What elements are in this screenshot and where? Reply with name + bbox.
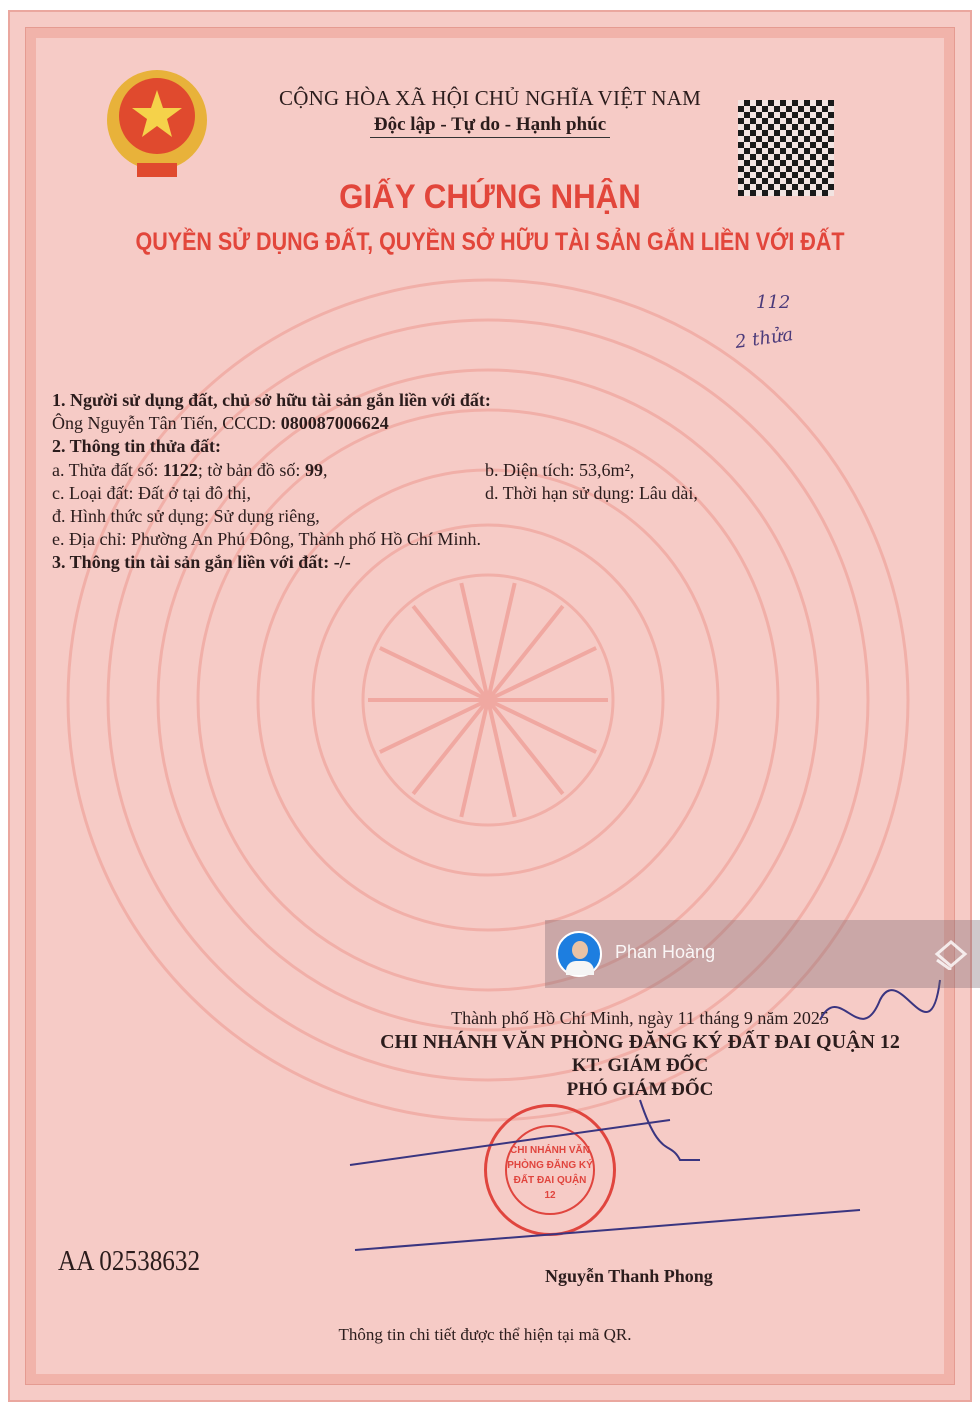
parcel-label: a. Thửa đất số:	[52, 459, 163, 480]
drum-star-ray	[380, 700, 488, 752]
signer-role: PHÓ GIÁM ĐỐC	[566, 1079, 714, 1100]
owner-line	[52, 412, 772, 435]
stamp-center-text: CHI NHÁNH VĂN PHÒNG ĐĂNG KÝ ĐẤT ĐAI QUẬN 12	[505, 1125, 595, 1215]
watermark-overlay	[545, 920, 980, 988]
address: e. Địa chỉ: Phường An Phú Đông, Thành phố Hồ Chí Minh.	[52, 529, 481, 550]
area: b. Diện tích: 53,6m²,	[485, 459, 635, 480]
section3-heading: 3. Thông tin tài sản gắn liền với đất: -/-	[52, 552, 351, 573]
section1-heading: 1. Người sử dụng đất, chủ sở hữu tài sản gắn liền với đất:	[52, 390, 491, 410]
motto	[0, 114, 980, 136]
qr-footer-note: Thông tin chi tiết được thể hiện tại mã QR.	[338, 1325, 632, 1344]
certificate-title: GIẤY CHỨNG NHẬN	[339, 178, 641, 216]
avatar[interactable]	[556, 931, 602, 977]
kt-title: KT. GIÁM ĐỐC	[571, 1055, 709, 1076]
parcel-number: 1122	[162, 459, 198, 480]
drum-star-ray	[380, 648, 488, 700]
signature-strokes	[340, 960, 960, 1260]
usage-form: đ. Hình thức sử dụng: Sử dụng riêng,	[52, 506, 320, 527]
section2-heading: 2. Thông tin thửa đất:	[52, 436, 222, 457]
id-label: , CCCD:	[213, 413, 281, 434]
issuing-office: CHI NHÁNH VĂN PHÒNG ĐĂNG KÝ ĐẤT ĐAI QUẬN 12	[380, 1031, 900, 1053]
serial-number: AA 02538632	[58, 1246, 201, 1277]
owner-name: Ông Nguyễn Tân Tiến	[52, 413, 214, 434]
certificate-subtitle: QUYỀN SỬ DỤNG ĐẤT, QUYỀN SỞ HỮU TÀI SẢN GẮN LIỀN VỚI ĐẤT	[135, 228, 845, 256]
comma: ,	[322, 459, 328, 480]
certificate-body	[52, 389, 772, 575]
drum-star-ray	[488, 648, 596, 700]
parcel-row-ab	[52, 459, 772, 482]
signer-name: Nguyễn Thanh Phong	[545, 1266, 713, 1286]
nation-header: CỘNG HÒA XÃ HỘI CHỦ NGHĨA VIỆT NAM	[279, 86, 701, 110]
watermark-name: Phan Hoàng	[615, 942, 716, 962]
parcel-row-cd	[52, 482, 772, 505]
drum-star-ray	[488, 700, 596, 752]
map-sheet-label: ; tờ bản đồ số:	[197, 459, 305, 480]
handwritten-note-1: 112	[756, 292, 791, 313]
id-number: 080087006624	[280, 413, 389, 434]
date-line: Thành phố Hồ Chí Minh, ngày 11 tháng 9 năm 2025	[451, 1008, 829, 1028]
map-sheet-number: 99	[304, 459, 323, 480]
handwritten-note-2: 2 thửa	[733, 324, 795, 353]
usage-term: d. Thời hạn sử dụng: Lâu dài,	[485, 482, 698, 503]
land-type: c. Loại đất: Đất ở tại đô thị,	[52, 482, 251, 503]
layers-icon	[933, 938, 969, 970]
motto-text: Độc lập - Tự do - Hạnh phúc	[370, 114, 610, 138]
